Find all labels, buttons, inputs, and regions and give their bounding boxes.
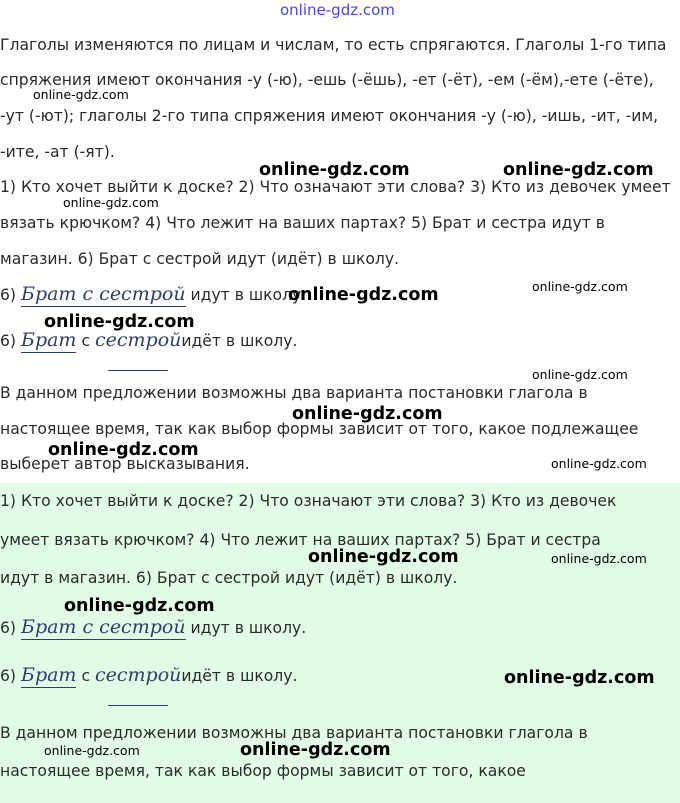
- watermark: online-gdz.com: [308, 547, 459, 567]
- watermark: online-gdz.com: [288, 285, 439, 305]
- question-line: вязать крючком? 4) Что лежит на ваших партах? 5) Брат и сестра идут в: [0, 214, 605, 232]
- sentence-predicate: идёт в школу.: [181, 667, 298, 685]
- watermark: online-gdz.com: [64, 596, 215, 616]
- question-line: магазин. 6) Брат с сестрой идут (идёт) в школу.: [0, 250, 400, 268]
- watermark: online-gdz.com: [44, 312, 195, 332]
- handwritten-object: сестрой: [95, 657, 181, 694]
- watermark: online-gdz.com: [532, 279, 628, 294]
- sentence-number: 6): [0, 667, 17, 685]
- handwritten-subject: Брат с сестрой: [20, 283, 186, 305]
- rule-line: -ите, -ат (-ят).: [0, 143, 115, 161]
- explanation-line: В данном предложении возможны два варианта постановки глагола в: [0, 724, 588, 742]
- sentence-predicate: идёт в школу.: [181, 332, 298, 350]
- watermark: online-gdz.com: [48, 440, 199, 460]
- explanation-line: В данном предложении возможны два варианта постановки глагола в: [0, 384, 588, 402]
- preposition: с: [81, 667, 91, 685]
- sentence-variant-plural: [0, 276, 306, 314]
- watermark: online-gdz.com: [503, 160, 654, 180]
- watermark: online-gdz.com: [33, 87, 129, 102]
- watermark: online-gdz.com: [504, 668, 655, 688]
- watermark: online-gdz.com: [551, 456, 647, 471]
- watermark: online-gdz.com: [44, 743, 140, 758]
- sentence-predicate: идут в школу.: [190, 286, 307, 304]
- watermark: online-gdz.com: [292, 404, 443, 424]
- sentence-number: 6): [0, 619, 17, 637]
- handwritten-subject: Брат: [20, 664, 77, 686]
- sentence-number: 6): [0, 286, 17, 304]
- watermark: online-gdz.com: [63, 195, 159, 210]
- watermark: online-gdz.com: [259, 160, 410, 180]
- explanation-line: настоящее время, так как выбор формы зависит от того, какое: [0, 762, 526, 780]
- question-line: умеет вязать крючком? 4) Что лежит на ваших партах? 5) Брат и сестра: [0, 531, 601, 549]
- watermark: online-gdz.com: [240, 740, 391, 760]
- handwritten-object: сестрой: [95, 322, 181, 359]
- watermark: online-gdz.com: [532, 367, 628, 382]
- handwritten-subject: Брат: [20, 329, 77, 351]
- watermark: online-gdz.com: [551, 551, 647, 566]
- rule-line: -ут (-ют); глаголы 2-го типа спряжения имеют окончания -у (-ю), -ишь, -ит, -им,: [0, 107, 659, 125]
- sentence-predicate: идут в школу.: [190, 619, 307, 637]
- explanation-line: выберет автор высказывания.: [0, 455, 250, 473]
- watermark: online-gdz.com: [280, 1, 395, 19]
- explanation-line: настоящее время, так как выбор формы зависит от того, какое подлежащее: [0, 420, 639, 438]
- sentence-number: 6): [0, 332, 17, 350]
- preposition: с: [81, 332, 91, 350]
- handwritten-subject: Брат с сестрой: [20, 616, 186, 638]
- question-line: 1) Кто хочет выйти к доске? 2) Что означают эти слова? 3) Кто из девочек: [0, 492, 617, 510]
- rule-line: Глаголы изменяются по лицам и числам, то есть спрягаются. Глаголы 1-го типа: [0, 36, 667, 54]
- sentence-variant-singular: [0, 657, 297, 695]
- rule-line: спряжения имеют окончания -у (-ю), -ешь (-ёшь), -ет (-ёт), -ем (-ём),-ете (-ёте),: [0, 71, 654, 89]
- question-line: идут в магазин. 6) Брат с сестрой идут (идёт) в школу.: [0, 569, 458, 587]
- question-line: 1) Кто хочет выйти к доске? 2) Что означают эти слова? 3) Кто из девочек умеет: [0, 178, 671, 196]
